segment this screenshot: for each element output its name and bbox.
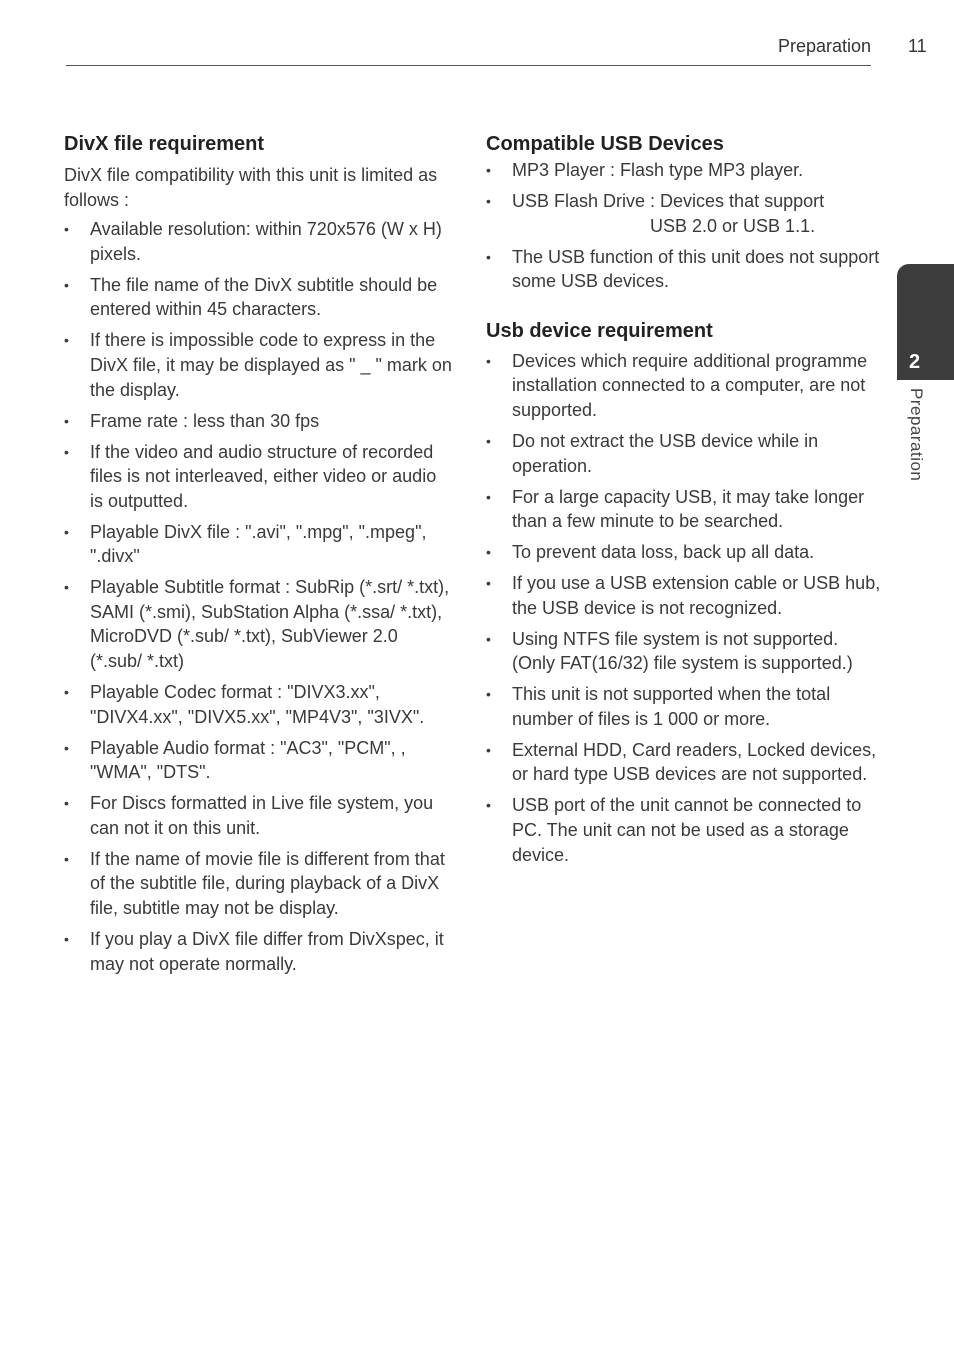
list-item: [486, 189, 881, 238]
chapter-number: 2: [909, 351, 921, 373]
list-item: • External HDD, Card readers, Locked devices, or hard type USB devices are not supported.: [486, 738, 881, 787]
list-item: • USB port of the unit cannot be connected to PC. The unit can not be used as a storage device.: [486, 793, 881, 867]
list-item: • Playable Audio format : "AC3", "PCM", , "WMA", "DTS".: [64, 736, 452, 785]
header-section-title: Preparation: [777, 36, 871, 56]
list-item: • If there is impossible code to express in the DivX file, it may be displayed as " _ " mark on the display.: [64, 328, 452, 402]
list-item: • Playable DivX file : ".avi", ".mpg", ".mpeg", ".divx": [64, 520, 452, 569]
list-item: • MP3 Player : Flash type MP3 player.: [486, 158, 881, 183]
usb-requirement-heading: Usb device requirement: [486, 319, 713, 342]
list-item: • Do not extract the USB device while in operation.: [486, 429, 881, 478]
list-item: • For a large capacity USB, it may take longer than a few minute to be searched.: [486, 485, 881, 534]
compatible-usb-heading: Compatible USB Devices: [486, 133, 724, 155]
list-item: • Playable Subtitle format : SubRip (*.srt/ *.txt), SAMI (*.smi), SubStation Alpha (*.ssa/ *.txt), MicroDVD (*.sub/ *.txt), SubViewer 2.0 (*.sub/ *.txt): [64, 575, 452, 673]
list-item: • This unit is not supported when the total number of files is 1 000 or more.: [486, 682, 881, 731]
divx-requirement-list: [64, 217, 452, 976]
page-header: [66, 36, 871, 66]
list-item-text: USB Flash Drive : Devices that support: [512, 190, 825, 211]
list-item: • Available resolution: within 720x576 (W x H) pixels.: [64, 217, 452, 266]
list-item-continuation: USB 2.0 or USB 1.1.: [650, 215, 816, 236]
list-item: • Frame rate : less than 30 fps: [64, 409, 452, 434]
compatible-usb-list: [486, 158, 881, 294]
list-item: • If you play a DivX file differ from DivXspec, it may not operate normally.: [64, 927, 452, 976]
list-item: • If the video and audio structure of recorded files is not interleaved, either video or audio is outputted.: [64, 440, 452, 514]
right-column: [486, 131, 881, 874]
list-item: • Using NTFS file system is not supported. (Only FAT(16/32) file system is supported.): [486, 627, 881, 676]
page-number: 11: [908, 36, 927, 56]
list-item: • The file name of the DivX subtitle should be entered within 45 characters.: [64, 273, 452, 322]
list-item: • To prevent data loss, back up all data.: [486, 540, 881, 565]
list-item: • The USB function of this unit does not support some USB devices.: [486, 245, 881, 294]
divx-requirement-heading: DivX file requirement: [64, 133, 265, 155]
divx-intro: DivX file compatibility with this unit is limited as follows :: [64, 165, 438, 210]
list-item: • For Discs formatted in Live file system, you can not it on this unit.: [64, 791, 452, 840]
list-item: • If the name of movie file is different from that of the subtitle file, during playback of a DivX file, subtitle may not be display.: [64, 847, 452, 921]
left-column: [64, 131, 452, 983]
list-item: • If you use a USB extension cable or USB hub, the USB device is not recognized.: [486, 571, 881, 620]
chapter-tab: [897, 264, 954, 380]
usb-requirement-list: [486, 349, 881, 867]
list-item: • Devices which require additional programme installation connected to a computer, are not supported.: [486, 349, 881, 423]
chapter-tab-label: Preparation: [907, 388, 926, 482]
list-item: • Playable Codec format : "DIVX3.xx", "DIVX4.xx", "DIVX5.xx", "MP4V3", "3IVX".: [64, 680, 452, 729]
